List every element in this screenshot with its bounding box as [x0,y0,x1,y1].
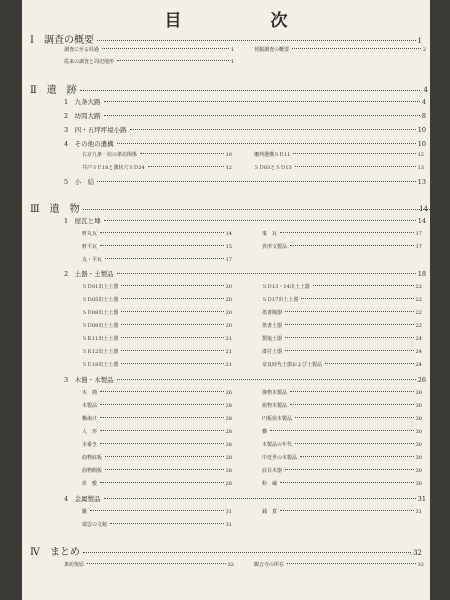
toc-subsection[interactable]: 2 土器・土製品 18 [64,270,426,278]
toc-item[interactable]: 木製品の年代 30 [262,442,422,448]
toc-item[interactable]: 櫛歯け 28 [82,416,232,422]
toc-section-2[interactable]: Ⅱ 遺 跡 [30,86,422,96]
toc-item[interactable]: 組物木製品 30 [262,403,422,409]
toc-item[interactable]: 円板状木製品 30 [262,416,422,422]
leader-dots [97,40,416,41]
toc-item[interactable]: 条坊復原 32 [64,562,234,568]
toc-item[interactable]: ＳＤ13・14出土土器 22 [262,284,422,290]
toc-item[interactable]: ＳＤ09出土土器 20 [82,323,232,329]
toc-item[interactable]: 墨書陶器 22 [262,310,422,316]
toc-item[interactable]: 挽物木製品 30 [262,390,422,396]
toc-item[interactable]: 木製品 28 [82,403,232,409]
toc-item[interactable]: ＳＤ01出土土器 20 [82,284,232,290]
toc-subsection[interactable]: 2 坊間大路 8 [64,112,426,120]
toc-item[interactable]: 調査に至る経過 1 [64,47,234,53]
toc-item[interactable]: 人 形 28 [82,429,232,435]
toc-item[interactable]: 木番き 28 [82,442,232,448]
toc-item[interactable]: 鬼 瓦 17 [262,231,422,237]
toc-subsection[interactable]: 1 九条大路 4 [64,98,426,106]
toc-subsection[interactable]: 3 木簡・木製品 26 [64,376,426,384]
toc-item[interactable]: 粉 蔵 30 [262,481,422,487]
toc-item[interactable]: 奈良時代土器および土製品 24 [262,362,422,368]
toc-subsection[interactable]: 5 小 結 13 [64,178,426,186]
toc-page-number: 14 [419,205,428,213]
toc-item[interactable]: 従来の調査と周辺地形 1 [64,59,234,65]
toc-item[interactable]: ＳＫ11出土土器 21 [82,336,232,342]
toc-page-number: 1 [417,37,422,45]
toc-page-number: 4 [423,86,428,94]
toc-subsection[interactable]: 1 屋瓦と塼 14 [64,217,426,225]
toc-item[interactable]: 軒平瓦 15 [82,244,232,250]
toc-item[interactable]: 曲物底板 28 [82,455,232,461]
toc-item[interactable]: 軒丸瓦 14 [82,231,232,237]
toc-section-label: Ⅰ 調査の概要 [30,35,94,46]
toc-item[interactable]: ＳＤ05出土土器 20 [82,297,232,303]
toc-item[interactable]: ＳＫ12出土土器 21 [82,349,232,355]
toc-subsection[interactable]: 4 その他の遺構 10 [64,140,426,148]
toc-item[interactable]: 木 簡 26 [82,390,232,396]
toc-page [22,0,430,600]
toc-item[interactable]: 漆付土器 24 [262,349,422,355]
toc-item[interactable]: 鏃 31 [82,509,232,515]
toc-item[interactable]: 発掘調査の概要 2 [254,47,426,53]
toc-item[interactable]: 曲物側板 28 [82,468,232,474]
toc-item[interactable]: 右京九条一坊の条坊関係 10 [82,152,232,158]
toc-item[interactable]: 底目木器 30 [262,468,422,474]
toc-item[interactable]: 井戸ＳＥ18と溝状穴ＳＤ24 12 [82,165,232,171]
toc-item[interactable]: 柵列遺構ＳＢ11 12 [254,152,424,158]
page-title: 目 次 [164,11,324,31]
toc-item[interactable]: 櫛 30 [262,429,422,435]
toc-item[interactable]: 製塩土器 24 [262,336,422,342]
toc-item[interactable]: ＳＤ03とＳＤ13 13 [254,165,424,171]
toc-section-3[interactable]: Ⅲ 遺 物 [30,205,432,215]
toc-item[interactable]: 観音寺の所在 32 [254,562,424,568]
toc-item[interactable]: 中近世の木製品 30 [262,455,422,461]
toc-item[interactable]: 瑞雲の文鏡 31 [82,522,232,528]
toc-item[interactable]: 銭 貨 31 [262,509,422,515]
toc-subsection[interactable]: 4 金属製品 31 [64,495,426,503]
toc-item[interactable]: ＳＥ18出土土器 21 [82,362,232,368]
toc-subsection[interactable]: 3 四・五坪坪境小路 10 [64,126,426,134]
toc-item[interactable]: 丸・平瓦 17 [82,257,232,263]
toc-section-4[interactable]: Ⅳ まとめ 32 [30,547,422,558]
toc-item[interactable]: ＳＤ08出土土器 20 [82,310,232,316]
toc-item[interactable]: 異形文製品 17 [262,244,422,250]
toc-item[interactable]: ＳＤ17出土土器 22 [262,297,422,303]
toc-item[interactable]: 折 敷 28 [82,481,232,487]
toc-section-1[interactable] [30,36,422,46]
toc-item[interactable]: 墨書土器 22 [262,323,422,329]
